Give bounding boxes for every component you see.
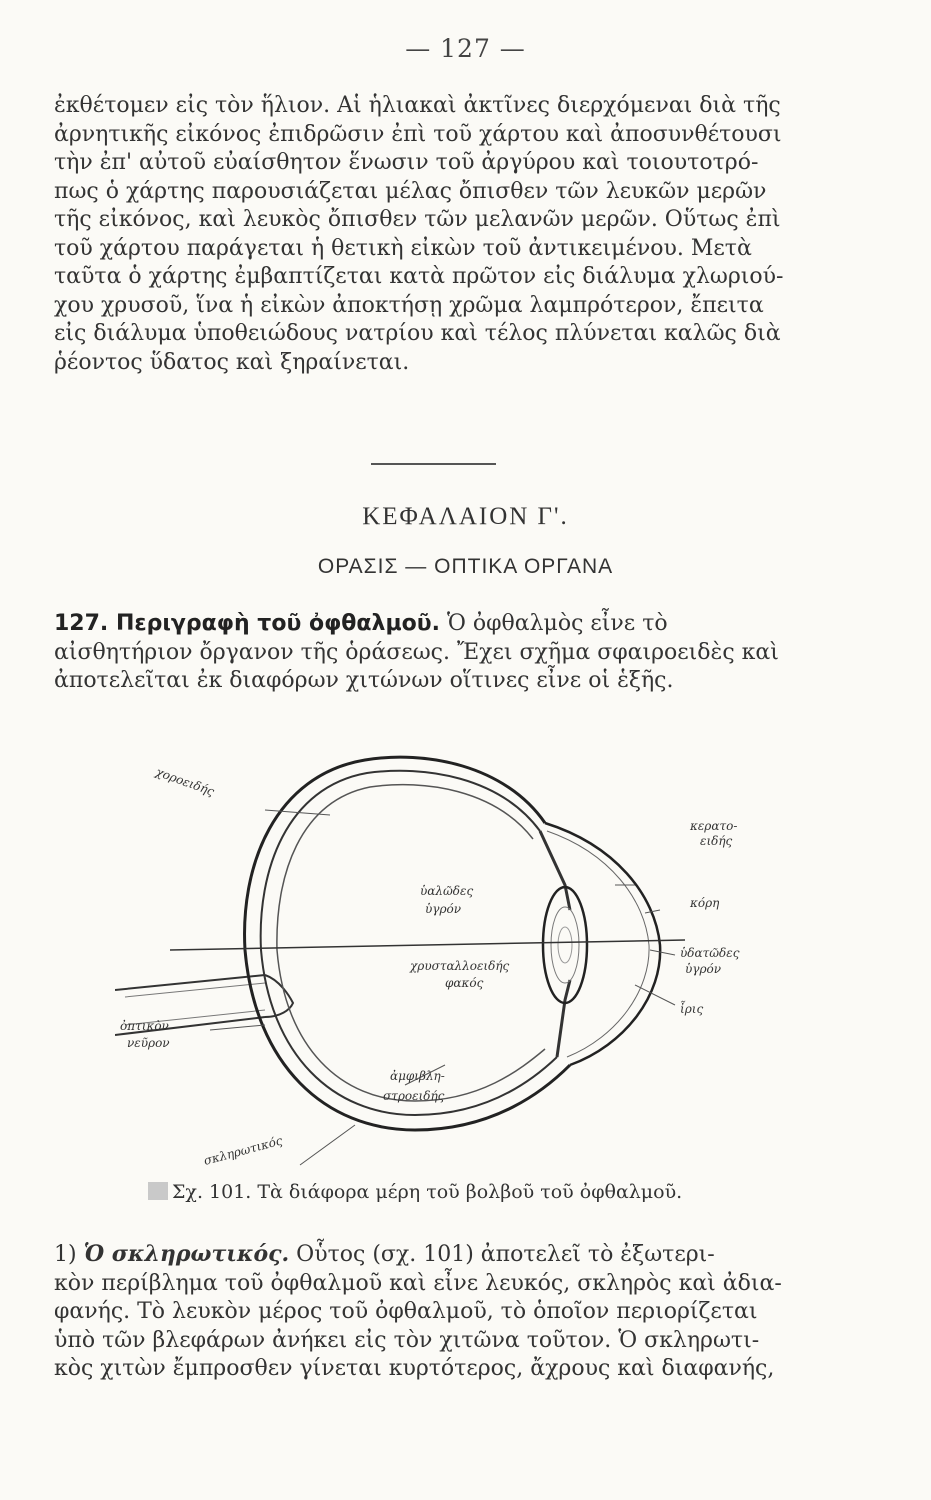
label-cornea: κερατο- — [690, 819, 738, 833]
figure-caption — [148, 1181, 848, 1203]
label-vitreous-2: ὑγρόν — [425, 902, 462, 916]
sclera-paragraph — [54, 1240, 844, 1384]
text-line — [54, 610, 844, 639]
text-line: κὸν περίβλημα τοῦ ὀφθαλμοῦ καὶ εἶνε λευκός, σκληρὸς καὶ ἀδια- — [54, 1270, 782, 1296]
text-line: τοῦ χάρτου παράγεται ἡ θετικὴ εἰκὼν τοῦ ἀντικειμένου. Μετὰ — [54, 235, 752, 261]
text-line: ἀρνητικῆς εἰκόνος ἐπιδρῶσιν ἐπὶ τοῦ χάρτου καὶ ἀποσυνθέτουσι — [54, 121, 782, 147]
section-heading: 127. Περιγραφὴ τοῦ ὀφθαλμοῦ. — [54, 611, 440, 636]
eye-cross-section-drawing — [115, 735, 785, 1175]
text-line: πως ὁ χάρτης παρουσιάζεται μέλας ὄπισθεν τῶν λευκῶν μερῶν — [54, 178, 767, 204]
term-heading: Ὁ σκληρωτικός. — [83, 1241, 290, 1267]
label-aqueous: ὑδατῶδες — [680, 946, 740, 960]
caption-mark-icon — [148, 1182, 168, 1200]
chapter-subtitle: ΟΡΑΣΙΣ — ΟΠΤΙΚΑ ΟΡΓΑΝΑ — [317, 555, 614, 578]
caption-text: Σχ. 101. Τὰ διάφορα μέρη τοῦ βολβοῦ τοῦ ὀφθαλμοῦ. — [172, 1181, 683, 1203]
text-line: αἰσθητήριον ὄργανον τῆς ὁράσεως. Ἔχει σχῆμα σφαιροειδὲς καὶ — [54, 639, 779, 665]
label-optic-nerve-2: νεῦρον — [127, 1036, 170, 1050]
label-iris: ἶρις — [680, 1002, 704, 1016]
label-choroid: χοροειδής — [153, 764, 217, 799]
iris-shape — [540, 831, 570, 1057]
intro-paragraph — [54, 92, 844, 377]
text-line: κὸς χιτὼν ἔμπροσθεν γίνεται κυρτότερος, ἄχρους καὶ διαφανής, — [54, 1356, 775, 1381]
label-cornea-2: ειδής — [700, 834, 733, 848]
lens-shape — [543, 887, 587, 1003]
label-retina-2: στροειδής — [383, 1089, 445, 1103]
label-sclera: σκληρωτικός — [202, 1133, 284, 1168]
item-number: 1) — [54, 1242, 84, 1267]
text-fragment: Ὁ ὀφθαλμὸς εἶνε τὸ — [439, 611, 668, 636]
optical-axis — [170, 940, 685, 950]
text-fragment: Οὗτος (σχ. 101) ἀποτελεῖ τὸ ἐξωτερι- — [289, 1242, 715, 1267]
label-vitreous: ὑαλῶδες — [420, 884, 474, 898]
label-aqueous-2: ὑγρόν — [685, 962, 722, 976]
label-optic-nerve: ὀπτικὸν — [120, 1019, 169, 1033]
text-line — [54, 1240, 844, 1270]
text-line: ἀποτελεῖται ἐκ διαφόρων χιτώνων οἵτινες εἶνε οἱ ἑξῆς. — [54, 668, 674, 693]
label-retina: ἀμφιβλη- — [390, 1069, 445, 1083]
section-divider — [371, 463, 496, 465]
label-pupil: κόρη — [690, 896, 720, 910]
text-line: τὴν ἐπ' αὐτοῦ εὐαίσθητον ἕνωσιν τοῦ ἀργύρου καὶ τοιουτοτρό- — [54, 150, 759, 175]
label-lens: χρυσταλλοειδής — [410, 959, 510, 973]
text-line: χου χρυσοῦ, ἵνα ἡ εἰκὼν ἀποκτήσῃ χρῶμα λαμπρότερον, ἔπειτα — [54, 292, 764, 318]
text-line: ἐκθέτομεν εἰς τὸν ἥλιον. Αἱ ἡλιακαὶ ἀκτῖνες διερχόμεναι διὰ τῆς — [54, 93, 781, 118]
eye-diagram — [115, 735, 785, 1175]
text-line: εἰς διάλυμα ὑποθειώδους νατρίου καὶ τέλος πλύνεται καλῶς διὰ — [54, 321, 781, 346]
section-127-paragraph — [54, 610, 844, 696]
text-line: ὑπὸ τῶν βλεφάρων ἀνήκει εἰς τὸν χιτῶνα τοῦτον. Ὁ σκληρωτι- — [54, 1327, 760, 1353]
text-line: φανής. Τὸ λευκὸν μέρος τοῦ ὀφθαλμοῦ, τὸ ὁποῖον περιορίζεται — [54, 1299, 758, 1324]
page-number: — 127 — — [405, 34, 526, 63]
text-line: ῥέοντος ὕδατος καὶ ξηραίνεται. — [54, 349, 410, 375]
label-lens-2: φακός — [445, 976, 484, 990]
text-line: τῆς εἰκόνος, καὶ λευκὸς ὄπισθεν τῶν μελανῶν μερῶν. Οὕτως ἐπὶ — [54, 207, 781, 232]
chapter-title: ΚΕΦΑΛΑΙΟΝ Γ'. — [362, 503, 569, 530]
text-line: ταῦτα ὁ χάρτης ἐμβαπτίζεται κατὰ πρῶτον εἰς διάλυμα χλωριού- — [54, 264, 784, 289]
